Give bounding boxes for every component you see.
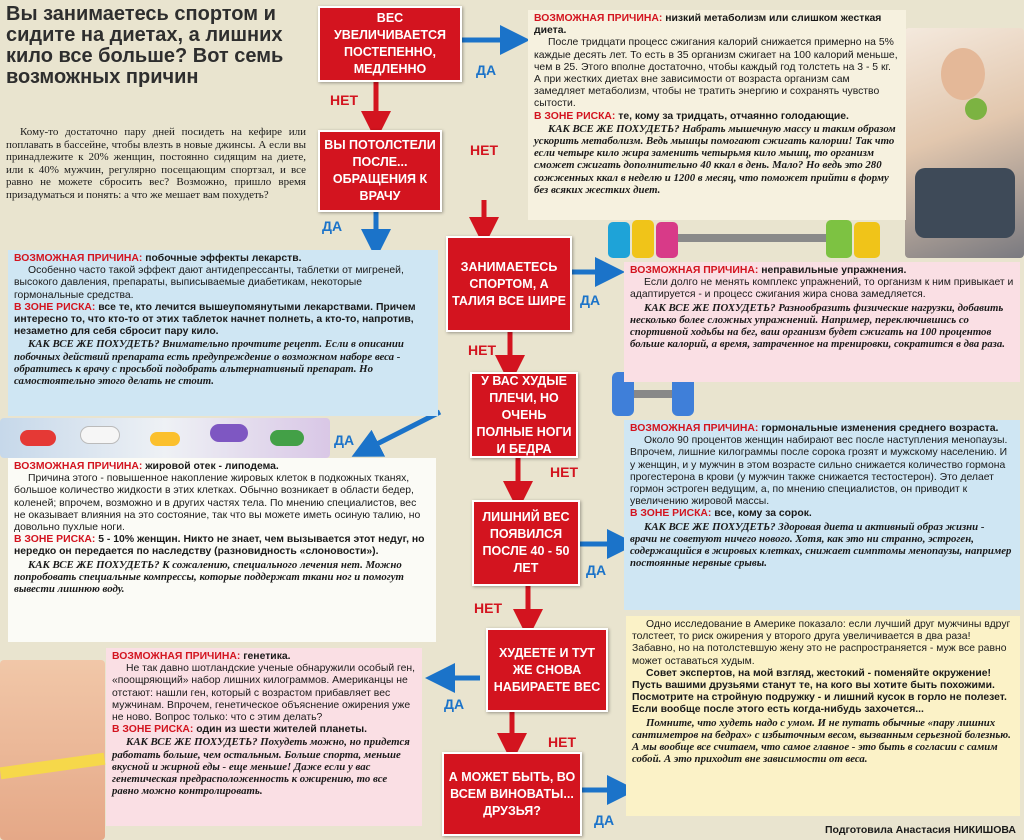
panel-exercise — [624, 262, 1020, 382]
howto-text: К сожалению, специального лечения нет. Можно попробовать специальные компрессы, которые поддержат ткани ног и помогут вывести лишнюю воду. — [14, 558, 404, 596]
risk-text: 5 - 10% женщин. Никто не знает, чем вызывается этот недуг, но нередко он передается по наследству (разновидность «слоновости»). — [14, 534, 425, 558]
yes-label-5: ДА — [586, 562, 607, 578]
no-label-5: НЕТ — [474, 600, 502, 616]
no-label-3: НЕТ — [468, 342, 496, 358]
panel-genetics — [106, 648, 422, 826]
risk-label: В ЗОНЕ РИСКА: — [14, 301, 96, 313]
howto-text: Внимательно прочтите рецепт. Если в описании побочных действий препарата есть предупреждение о возможном наборе веса - обратитесь к врачу с просьбой подобрать альтернативный препарат. Но самостоятельно этого делать не стоит. — [14, 338, 404, 388]
no-label-2: НЕТ — [470, 142, 498, 158]
cause-label: ВОЗМОЖНАЯ ПРИЧИНА: — [112, 651, 241, 662]
yes-label-6: ДА — [444, 696, 465, 712]
risk-label: В ЗОНЕ РИСКА: — [534, 110, 616, 122]
risk-label: В ЗОНЕ РИСКА: — [14, 534, 96, 546]
advice-text: Пусть вашими друзьями станут те, на кого вы хотите быть похожими. Посмотрите на стройную подружку - и лишний кусок в горло не полезет. Если вообще после этого есть когда-нибудь захочется... — [632, 680, 1007, 716]
question-weight-gradual: ВЕС УВЕЛИЧИВАЕТСЯ ПОСТЕПЕННО, МЕДЛЕННО — [318, 6, 462, 82]
cause-text: генетика. — [243, 651, 291, 662]
panel-hormones — [624, 420, 1020, 610]
question-sport-waist: ЗАНИМАЕТЕСЬ СПОРТОМ, А ТАЛИЯ ВСЕ ШИРЕ — [446, 236, 572, 332]
howto-text: Похудеть можно, но придется работать больше, чем остальным. Больше спорта, меньше вкусной и жирной еды - еще меньше! Даже если у вас генетическая предрасположенность к ожирению, то все равно можно контролировать. — [112, 736, 410, 798]
panel-friends — [626, 616, 1020, 816]
howto-label: КАК ВСЕ ЖЕ ПОХУДЕТЬ? — [28, 558, 160, 571]
howto-label: КАК ВСЕ ЖЕ ПОХУДЕТЬ? — [548, 122, 680, 135]
panel-body: Если долго не менять комплекс упражнений, то организм к ним привыкает и адаптируется - и процесс сжигания жира снова замедляется. — [630, 277, 1014, 301]
question-after-40: ЛИШНИЙ ВЕС ПОЯВИЛСЯ ПОСЛЕ 40 - 50 ЛЕТ — [472, 500, 580, 586]
closing-text: Помните, что худеть надо с умом. И не путать обычные «пару лишних сантиметров на бедрах» с избыточным весом, вызванным серьезной болезнью. А мы вообще все считаем, что самое главное - это быть в согласии с самим собой. А это приходит вне зависимости от веса. — [632, 716, 1011, 766]
yes-label-7: ДА — [594, 812, 615, 828]
howto-text: Разнообразить физические нагрузки, добавить несколько более сложных упражнений. Например, переключившись со спортивной ходьбы на бег, ваш организм будет сжигать на 100 процентов больше калорий, а время, затраченное на тренировки, сократится в два раза. — [630, 301, 1005, 351]
howto-text: Набрать мышечную массу и таким образом ускорить метаболизм. Ведь мышцы помогают сжигать калории! Так что если четыре кило жира заменить четырьмя кило мышц, то организм сможет сжигать дополнительно 40 ккал в день. Мало? Но ведь это 280 сожженных ккал в неделю и 1200 в месяц, что поможет прийти в форму без всяких жестких диет. — [534, 122, 896, 196]
risk-text: все те, кто лечится вышеупомянутыми лекарствами. Причем интересно то, что кто-то от этих таблеток начнет полнеть, а кто-то, напротив, незаметно для себя сбросит пару кило. — [14, 301, 416, 338]
panel-medication — [8, 250, 438, 416]
question-after-doctor: ВЫ ПОТОЛСТЕЛИ ПОСЛЕ... ОБРАЩЕНИЯ К ВРАЧУ — [318, 130, 442, 212]
no-label-1: НЕТ — [330, 92, 358, 108]
panel-lipedema — [8, 458, 436, 642]
panel-body: Одно исследование в Америке показало: если лучший друг мужчины вдруг толстеет, то риск ожирения у второго друга увеличивается в два раза! Забавно, но на потолстевшую жену это не распространяется - муж все равно может оставаться худым. — [632, 619, 1011, 667]
cause-text: неправильные упражнения. — [761, 265, 907, 276]
yes-label-3: ДА — [580, 292, 601, 308]
cause-label: ВОЗМОЖНАЯ ПРИЧИНА: — [14, 253, 143, 264]
cause-text: гормональные изменения среднего возраста. — [761, 423, 999, 434]
page-title: Вы занимаетесь спортом и сидите на диетах, а лишних кило все больше? Вот семь возможных причин — [6, 3, 284, 88]
howto-label: КАК ВСЕ ЖЕ ПОХУДЕТЬ? — [126, 736, 258, 749]
cause-label: ВОЗМОЖНАЯ ПРИЧИНА: — [630, 423, 759, 434]
panel-body: После тридцати процесс сжигания калорий снижается примерно на 5% каждые десять лет. То есть в 35 организм сжигает на 100 калорий меньше, чем в 25. Этого вполне достаточно, чтобы каждый год толстеть на 3 - 5 кг. А при жестких диетах вне зависимости от возраста организм сам замедляет метаболизм, чтобы не тратить энергию и сохранять чувство сытости. — [534, 37, 898, 110]
author-credit: Подготовила Анастасия НИКИШОВА — [825, 824, 1016, 836]
question-friends: А МОЖЕТ БЫТЬ, ВО ВСЕМ ВИНОВАТЫ... ДРУЗЬЯ? — [442, 752, 582, 836]
yes-label-1: ДА — [476, 62, 497, 78]
risk-label: В ЗОНЕ РИСКА: — [112, 724, 194, 736]
cause-text: низкий метаболизм или слишком жесткая диета. — [534, 13, 882, 37]
yes-label-4: ДА — [334, 432, 355, 448]
panel-body: Особенно часто такой эффект дают антидепрессанты, таблетки от мигреней, высокого давления, препараты, выписываемые диабетикам, некоторые гормональные средства. — [14, 265, 404, 301]
risk-text: те, кому за тридцать, отчаянно голодающие. — [618, 110, 849, 122]
cause-label: ВОЗМОЖНАЯ ПРИЧИНА: — [630, 265, 759, 276]
question-yo-yo: ХУДЕЕТЕ И ТУТ ЖЕ СНОВА НАБИРАЕТЕ ВЕС — [486, 628, 608, 712]
risk-label: В ЗОНЕ РИСКА: — [630, 508, 712, 520]
yes-label-2: ДА — [322, 218, 343, 234]
cause-text: жировой отек - липодема. — [145, 461, 279, 472]
intro-text: Кому-то достаточно пару дней посидеть на кефире или поплавать в бассейне, чтобы влезть в новые джинсы. А если вы принадлежите к 20% женщин, постоянно сидящим на диете, или к 40% мужчин, регулярно посещающим спортзал, и все равно не можете сбросить вес? Возможно, пришло время призадуматься и понять: а что же мешает вам похудеть? — [6, 126, 306, 201]
no-label-6: НЕТ — [548, 734, 576, 750]
cause-text: побочные эффекты лекарств. — [145, 253, 302, 264]
risk-text: все, кому за сорок. — [714, 508, 812, 520]
howto-label: КАК ВСЕ ЖЕ ПОХУДЕТЬ? — [644, 520, 776, 533]
advice-label: Совет экспертов, на мой взгляд, жестокий - поменяйте окружение! — [646, 667, 991, 679]
panel-body: Причина этого - повышенное накопление жировых клеток в подкожных тканях, большое количество жидкости в этих клетках. Обычно возникает в области бедер, коленей; впрочем, возможно и в других частях тела. По мнению специалистов, вес не оказывает влияния на это состояние, так что вы можете иметь осиную талию, но довольно пухлые ноги. — [14, 473, 421, 534]
panel-metabolism — [528, 10, 906, 220]
howto-label: КАК ВСЕ ЖЕ ПОХУДЕТЬ? — [644, 301, 776, 314]
panel-body: Не так давно шотландские ученые обнаружили особый ген, «поощряющий» набор лишних килограммов. Американцы не отстают: нашли ген, который с возрастом прибавляет вес мужчинам. Впрочем, генетическое объяснение ожирения уже не ново. Вопрос только: что с этим делать? — [112, 663, 415, 724]
howto-label: КАК ВСЕ ЖЕ ПОХУДЕТЬ? — [28, 338, 160, 351]
question-thin-shoulders: У ВАС ХУДЫЕ ПЛЕЧИ, НО ОЧЕНЬ ПОЛНЫЕ НОГИ И БЕДРА — [470, 372, 578, 458]
risk-text: один из шести жителей планеты. — [196, 724, 368, 736]
panel-body: Около 90 процентов женщин набирают вес после наступления менопаузы. Впрочем, лишние килограммы после сорока грозят и мужскому населению. И у женщин, и у мужчин в этом возрасте сильно снижается количество гормона прогестерона в крови (у мужчин также снижается тестостерон). Это делает гормон эстроген ведущим, а, по мнению специалистов, он приводит к увеличению жировой массы. — [630, 435, 1008, 508]
cause-label: ВОЗМОЖНАЯ ПРИЧИНА: — [14, 461, 143, 472]
cause-label: ВОЗМОЖНАЯ ПРИЧИНА: — [534, 13, 663, 24]
howto-text: Здоровая диета и активный образ жизни - врачи не советуют ничего нового. Хотя, как это ни странно, эстроген, содержащийся в жировых клетках, снижает симптомы менопаузы, например постоянные нервные срывы. — [630, 520, 1012, 570]
no-label-4: НЕТ — [550, 464, 578, 480]
